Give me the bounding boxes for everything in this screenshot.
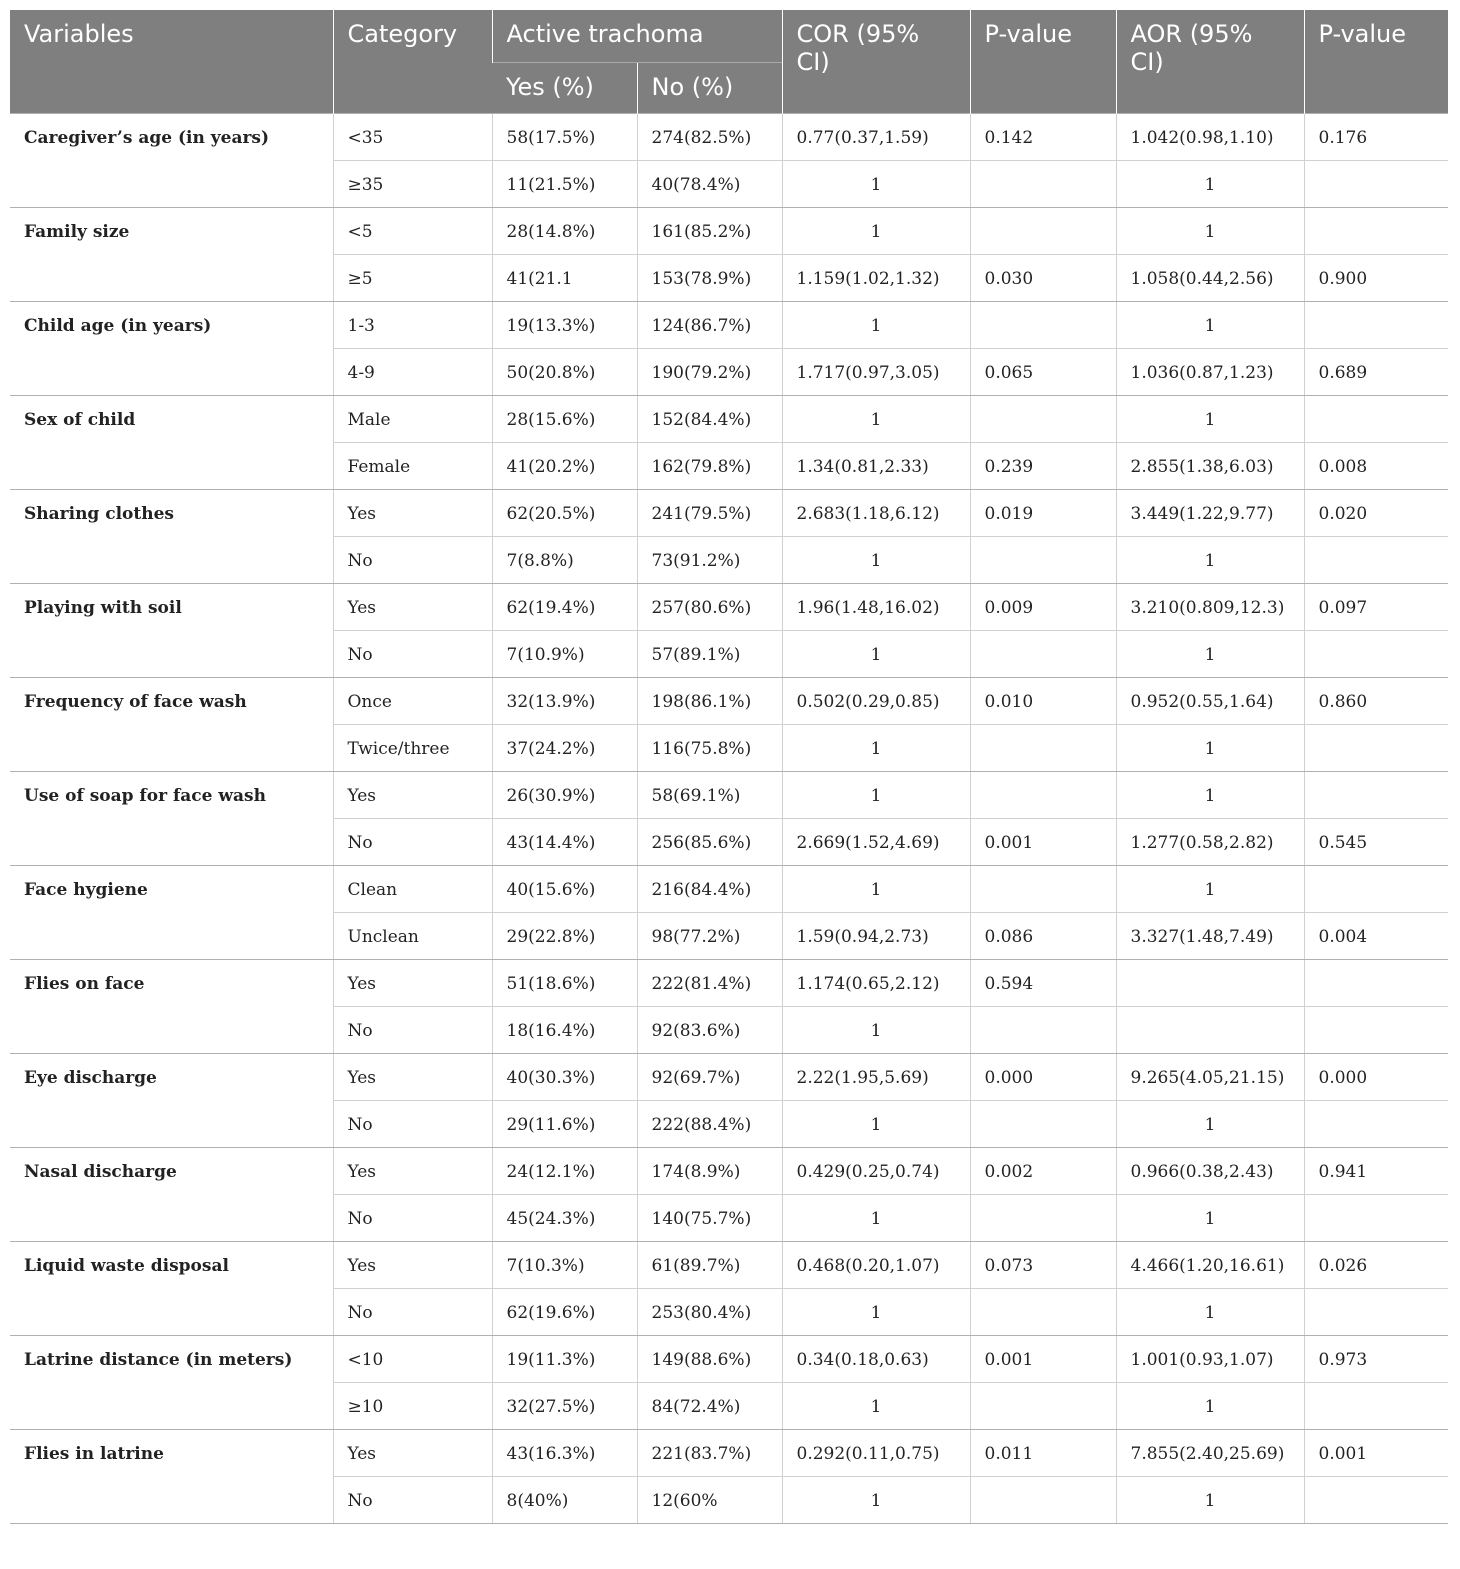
table-row <box>10 913 1448 960</box>
cell-p-value-cor: 0.000 <box>970 1054 1116 1101</box>
cell-p-value-aor: 0.545 <box>1304 819 1448 866</box>
cell-p-value-cor <box>970 161 1116 208</box>
cell-no: 274(82.5%) <box>637 114 782 161</box>
cell-no: 149(88.6%) <box>637 1336 782 1383</box>
cell-p-value-cor: 0.142 <box>970 114 1116 161</box>
cell-category: No <box>333 1195 492 1242</box>
cell-no: 92(69.7%) <box>637 1054 782 1101</box>
cell-no: 153(78.9%) <box>637 255 782 302</box>
table-row <box>10 584 1448 631</box>
table-row <box>10 1289 1448 1336</box>
table-row <box>10 161 1448 208</box>
cell-no: 152(84.4%) <box>637 396 782 443</box>
cell-variable: Face hygiene <box>24 880 148 900</box>
cell-p-value-cor: 0.010 <box>970 678 1116 725</box>
cell-category: <10 <box>333 1336 492 1383</box>
table-row <box>10 960 1448 1007</box>
cell-category: <5 <box>333 208 492 255</box>
header-aor: AOR (95% CI) <box>1116 10 1304 114</box>
cell-p-value-cor: 0.001 <box>970 1336 1116 1383</box>
cell-no: 40(78.4%) <box>637 161 782 208</box>
cell-p-value-aor <box>1304 725 1448 772</box>
cell-yes: 19(11.3%) <box>492 1336 637 1383</box>
cell-yes: 58(17.5%) <box>492 114 637 161</box>
cell-p-value-cor <box>970 866 1116 913</box>
cell-category: No <box>333 537 492 584</box>
cell-variable: Flies on face <box>24 974 145 994</box>
cell-aor: 3.327(1.48,7.49) <box>1116 913 1304 960</box>
cell-no: 116(75.8%) <box>637 725 782 772</box>
cell-no: 216(84.4%) <box>637 866 782 913</box>
cell-p-value-aor <box>1304 1477 1448 1524</box>
cell-yes: 18(16.4%) <box>492 1007 637 1054</box>
cell-yes: 40(30.3%) <box>492 1054 637 1101</box>
cell-p-value-aor <box>1304 537 1448 584</box>
cell-category: Yes <box>333 1242 492 1289</box>
results-table-container <box>10 10 1448 1524</box>
cell-p-value-cor <box>970 1477 1116 1524</box>
table-row <box>10 1383 1448 1430</box>
cell-p-value-cor <box>970 302 1116 349</box>
cell-variable <box>10 255 333 302</box>
table-row <box>10 1477 1448 1524</box>
cell-yes: 19(13.3%) <box>492 302 637 349</box>
cell-cor: 1 <box>782 1195 970 1242</box>
cell-variable: Caregiver’s age (in years) <box>10 114 333 161</box>
cell-category: Yes <box>333 584 492 631</box>
cell-aor: 4.466(1.20,16.61) <box>1116 1242 1304 1289</box>
cell-p-value-aor <box>1304 772 1448 819</box>
table-row <box>10 866 1448 913</box>
cell-aor <box>1116 1007 1304 1054</box>
cell-category: Yes <box>333 1430 492 1477</box>
table-row <box>10 396 1448 443</box>
cell-yes: 28(14.8%) <box>492 208 637 255</box>
cell-category: <35 <box>333 114 492 161</box>
cell-category: No <box>333 1007 492 1054</box>
cell-aor: 2.855(1.38,6.03) <box>1116 443 1304 490</box>
cell-cor: 0.34(0.18,0.63) <box>782 1336 970 1383</box>
cell-p-value-cor: 0.073 <box>970 1242 1116 1289</box>
cell-cor: 1 <box>782 631 970 678</box>
table-row <box>10 725 1448 772</box>
cell-yes: 11(21.5%) <box>492 161 637 208</box>
cell-cor: 0.77(0.37,1.59) <box>782 114 970 161</box>
cell-variable <box>10 1007 333 1054</box>
cell-p-value-aor: 0.860 <box>1304 678 1448 725</box>
table-row <box>10 1336 1448 1383</box>
cell-category: Unclean <box>333 913 492 960</box>
cell-category: Yes <box>333 490 492 537</box>
cell-p-value-cor <box>970 396 1116 443</box>
cell-p-value-cor <box>970 1195 1116 1242</box>
cell-variable <box>10 631 333 678</box>
cell-p-value-cor: 0.001 <box>970 819 1116 866</box>
table-row <box>10 302 1448 349</box>
cell-variable: Frequency of face wash <box>24 692 247 712</box>
cell-cor: 1.174(0.65,2.12) <box>782 960 970 1007</box>
cell-aor: 1 <box>1116 208 1304 255</box>
cell-aor: 3.210(0.809,12.3) <box>1116 584 1304 631</box>
cell-no: 253(80.4%) <box>637 1289 782 1336</box>
table-row <box>10 1148 1448 1195</box>
cell-cor: 2.22(1.95,5.69) <box>782 1054 970 1101</box>
cell-variable <box>10 913 333 960</box>
table-row <box>10 208 1448 255</box>
cell-p-value-cor: 0.002 <box>970 1148 1116 1195</box>
cell-p-value-aor <box>1304 396 1448 443</box>
header-yes: Yes (%) <box>492 63 637 114</box>
header-p-value-cor: P-value <box>970 10 1116 114</box>
cell-aor: 1 <box>1116 1289 1304 1336</box>
cell-yes: 45(24.3%) <box>492 1195 637 1242</box>
cell-category: Yes <box>333 1054 492 1101</box>
cell-aor: 1.042(0.98,1.10) <box>1116 114 1304 161</box>
cell-yes: 41(21.1 <box>492 255 637 302</box>
table-row <box>10 114 1448 161</box>
cell-variable: Latrine distance (in meters) <box>24 1350 293 1370</box>
cell-aor: 1 <box>1116 631 1304 678</box>
cell-no: 73(91.2%) <box>637 537 782 584</box>
cell-variable <box>10 537 333 584</box>
cell-no: 222(88.4%) <box>637 1101 782 1148</box>
cell-yes: 24(12.1%) <box>492 1148 637 1195</box>
cell-yes: 50(20.8%) <box>492 349 637 396</box>
cell-p-value-aor <box>1304 1195 1448 1242</box>
cell-p-value-aor <box>1304 866 1448 913</box>
cell-variable <box>10 161 333 208</box>
cell-no: 98(77.2%) <box>637 913 782 960</box>
cell-cor: 0.468(0.20,1.07) <box>782 1242 970 1289</box>
cell-no: 84(72.4%) <box>637 1383 782 1430</box>
cell-p-value-aor: 0.026 <box>1304 1242 1448 1289</box>
cell-category: ≥35 <box>333 161 492 208</box>
header-p-value-aor: P-value <box>1304 10 1448 114</box>
cell-aor: 7.855(2.40,25.69) <box>1116 1430 1304 1477</box>
cell-p-value-aor <box>1304 1383 1448 1430</box>
cell-category: No <box>333 1289 492 1336</box>
cell-p-value-aor: 0.000 <box>1304 1054 1448 1101</box>
cell-variable: Eye discharge <box>24 1068 157 1088</box>
cell-p-value-aor: 0.941 <box>1304 1148 1448 1195</box>
cell-variable <box>10 443 333 490</box>
cell-aor: 1 <box>1116 396 1304 443</box>
table-row <box>10 255 1448 302</box>
cell-aor: 1.058(0.44,2.56) <box>1116 255 1304 302</box>
cell-p-value-aor: 0.008 <box>1304 443 1448 490</box>
cell-cor: 1 <box>782 208 970 255</box>
cell-yes: 51(18.6%) <box>492 960 637 1007</box>
table-body <box>10 114 1448 1524</box>
cell-aor: 1 <box>1116 1477 1304 1524</box>
cell-cor: 1.96(1.48,16.02) <box>782 584 970 631</box>
cell-category: ≥5 <box>333 255 492 302</box>
cell-p-value-aor: 0.900 <box>1304 255 1448 302</box>
cell-no: 58(69.1%) <box>637 772 782 819</box>
cell-variable <box>10 819 333 866</box>
cell-aor: 1 <box>1116 302 1304 349</box>
cell-cor: 0.502(0.29,0.85) <box>782 678 970 725</box>
cell-aor: 1 <box>1116 1101 1304 1148</box>
header-variables: Variables <box>10 10 333 114</box>
cell-p-value-aor: 0.973 <box>1304 1336 1448 1383</box>
cell-yes: 62(20.5%) <box>492 490 637 537</box>
cell-variable: Playing with soil <box>24 598 182 618</box>
cell-category: No <box>333 1477 492 1524</box>
cell-yes: 29(22.8%) <box>492 913 637 960</box>
cell-aor: 1 <box>1116 161 1304 208</box>
cell-cor: 1 <box>782 161 970 208</box>
cell-p-value-aor <box>1304 1007 1448 1054</box>
cell-aor: 3.449(1.22,9.77) <box>1116 490 1304 537</box>
cell-p-value-cor: 0.086 <box>970 913 1116 960</box>
cell-aor: 1 <box>1116 866 1304 913</box>
cell-cor: 1 <box>782 302 970 349</box>
table-row <box>10 1101 1448 1148</box>
table-row <box>10 349 1448 396</box>
cell-p-value-cor <box>970 772 1116 819</box>
cell-aor: 1 <box>1116 725 1304 772</box>
cell-p-value-cor: 0.011 <box>970 1430 1116 1477</box>
cell-category: Clean <box>333 866 492 913</box>
cell-category: Yes <box>333 960 492 1007</box>
cell-variable: Liquid waste disposal <box>24 1256 229 1276</box>
cell-p-value-aor: 0.176 <box>1304 114 1448 161</box>
cell-yes: 37(24.2%) <box>492 725 637 772</box>
cell-variable: Sharing clothes <box>24 504 174 524</box>
cell-yes: 8(40%) <box>492 1477 637 1524</box>
cell-yes: 40(15.6%) <box>492 866 637 913</box>
cell-aor: 1 <box>1116 537 1304 584</box>
cell-yes: 62(19.6%) <box>492 1289 637 1336</box>
table-row <box>10 537 1448 584</box>
cell-p-value-aor <box>1304 161 1448 208</box>
header-active-trachoma: Active trachoma <box>492 10 782 63</box>
cell-aor: 1 <box>1116 1383 1304 1430</box>
cell-cor: 1 <box>782 772 970 819</box>
cell-p-value-cor: 0.019 <box>970 490 1116 537</box>
cell-p-value-cor: 0.009 <box>970 584 1116 631</box>
cell-cor: 1.717(0.97,3.05) <box>782 349 970 396</box>
cell-p-value-aor <box>1304 631 1448 678</box>
cell-p-value-cor <box>970 725 1116 772</box>
cell-p-value-cor: 0.065 <box>970 349 1116 396</box>
table-row <box>10 443 1448 490</box>
cell-p-value-cor: 0.030 <box>970 255 1116 302</box>
header-category: Category <box>333 10 492 114</box>
cell-cor: 1 <box>782 725 970 772</box>
cell-cor: 2.669(1.52,4.69) <box>782 819 970 866</box>
cell-category: Yes <box>333 1148 492 1195</box>
cell-no: 222(81.4%) <box>637 960 782 1007</box>
cell-cor: 1.159(1.02,1.32) <box>782 255 970 302</box>
cell-cor: 1.34(0.81,2.33) <box>782 443 970 490</box>
cell-no: 190(79.2%) <box>637 349 782 396</box>
cell-variable <box>10 1195 333 1242</box>
cell-p-value-cor <box>970 1383 1116 1430</box>
cell-yes: 32(13.9%) <box>492 678 637 725</box>
cell-yes: 32(27.5%) <box>492 1383 637 1430</box>
cell-yes: 26(30.9%) <box>492 772 637 819</box>
cell-aor: 1 <box>1116 1195 1304 1242</box>
header-cor: COR (95% CI) <box>782 10 970 114</box>
cell-p-value-aor: 0.097 <box>1304 584 1448 631</box>
cell-p-value-cor <box>970 208 1116 255</box>
cell-cor: 1 <box>782 537 970 584</box>
cell-yes: 43(14.4%) <box>492 819 637 866</box>
cell-aor: 1.036(0.87,1.23) <box>1116 349 1304 396</box>
cell-p-value-cor <box>970 537 1116 584</box>
cell-p-value-aor <box>1304 302 1448 349</box>
cell-variable <box>10 1383 333 1430</box>
cell-yes: 7(10.3%) <box>492 1242 637 1289</box>
table-row <box>10 1242 1448 1289</box>
cell-no: 12(60% <box>637 1477 782 1524</box>
cell-yes: 41(20.2%) <box>492 443 637 490</box>
cell-no: 256(85.6%) <box>637 819 782 866</box>
cell-yes: 62(19.4%) <box>492 584 637 631</box>
cell-p-value-cor <box>970 1007 1116 1054</box>
cell-variable <box>10 1101 333 1148</box>
cell-category: ≥10 <box>333 1383 492 1430</box>
cell-category: No <box>333 1101 492 1148</box>
table-row <box>10 490 1448 537</box>
cell-no: 140(75.7%) <box>637 1195 782 1242</box>
cell-cor: 0.292(0.11,0.75) <box>782 1430 970 1477</box>
cell-yes: 7(10.9%) <box>492 631 637 678</box>
cell-p-value-aor: 0.689 <box>1304 349 1448 396</box>
cell-p-value-aor: 0.001 <box>1304 1430 1448 1477</box>
cell-p-value-aor <box>1304 208 1448 255</box>
cell-category: No <box>333 819 492 866</box>
cell-aor: 1.001(0.93,1.07) <box>1116 1336 1304 1383</box>
table-row <box>10 1195 1448 1242</box>
cell-p-value-cor <box>970 1101 1116 1148</box>
cell-aor: 1 <box>1116 772 1304 819</box>
table-row <box>10 819 1448 866</box>
cell-aor: 1.277(0.58,2.82) <box>1116 819 1304 866</box>
cell-category: Once <box>333 678 492 725</box>
cell-yes: 29(11.6%) <box>492 1101 637 1148</box>
cell-variable: Sex of child <box>24 410 136 430</box>
cell-variable: Child age (in years) <box>24 316 212 336</box>
table-row <box>10 772 1448 819</box>
cell-category: Female <box>333 443 492 490</box>
cell-cor: 1 <box>782 1007 970 1054</box>
cell-yes: 43(16.3%) <box>492 1430 637 1477</box>
cell-category: 1-3 <box>333 302 492 349</box>
cell-no: 162(79.8%) <box>637 443 782 490</box>
cell-no: 241(79.5%) <box>637 490 782 537</box>
cell-p-value-cor <box>970 631 1116 678</box>
cell-category: No <box>333 631 492 678</box>
cell-variable <box>10 349 333 396</box>
cell-aor: 0.966(0.38,2.43) <box>1116 1148 1304 1195</box>
cell-category: 4-9 <box>333 349 492 396</box>
cell-variable: Family size <box>24 222 130 242</box>
header-no: No (%) <box>637 63 782 114</box>
cell-cor: 1 <box>782 1101 970 1148</box>
cell-p-value-aor: 0.020 <box>1304 490 1448 537</box>
cell-cor: 2.683(1.18,6.12) <box>782 490 970 537</box>
cell-yes: 7(8.8%) <box>492 537 637 584</box>
cell-cor: 0.429(0.25,0.74) <box>782 1148 970 1195</box>
logistic-regression-table <box>10 10 1448 1524</box>
cell-p-value-aor: 0.004 <box>1304 913 1448 960</box>
cell-cor: 1 <box>782 1289 970 1336</box>
cell-no: 198(86.1%) <box>637 678 782 725</box>
cell-no: 124(86.7%) <box>637 302 782 349</box>
cell-variable: Nasal discharge <box>24 1162 177 1182</box>
cell-no: 92(83.6%) <box>637 1007 782 1054</box>
table-row <box>10 1430 1448 1477</box>
cell-variable: Use of soap for face wash <box>24 786 266 806</box>
table-row <box>10 678 1448 725</box>
cell-p-value-aor <box>1304 1101 1448 1148</box>
cell-category: Yes <box>333 772 492 819</box>
table-header <box>10 10 1448 114</box>
cell-no: 174(8.9%) <box>637 1148 782 1195</box>
cell-variable: Flies in latrine <box>24 1444 164 1464</box>
cell-cor: 1 <box>782 396 970 443</box>
cell-p-value-cor: 0.239 <box>970 443 1116 490</box>
cell-aor: 9.265(4.05,21.15) <box>1116 1054 1304 1101</box>
cell-aor: 0.952(0.55,1.64) <box>1116 678 1304 725</box>
cell-p-value-cor <box>970 1289 1116 1336</box>
cell-no: 221(83.7%) <box>637 1430 782 1477</box>
cell-cor: 1.59(0.94,2.73) <box>782 913 970 960</box>
cell-no: 57(89.1%) <box>637 631 782 678</box>
cell-cor: 1 <box>782 866 970 913</box>
table-row <box>10 1054 1448 1101</box>
cell-category: Twice/three <box>333 725 492 772</box>
cell-p-value-aor <box>1304 1289 1448 1336</box>
cell-variable <box>10 1477 333 1524</box>
cell-no: 61(89.7%) <box>637 1242 782 1289</box>
cell-aor <box>1116 960 1304 1007</box>
cell-cor: 1 <box>782 1383 970 1430</box>
table-row <box>10 631 1448 678</box>
cell-variable <box>10 725 333 772</box>
cell-yes: 28(15.6%) <box>492 396 637 443</box>
cell-category: Male <box>333 396 492 443</box>
table-row <box>10 1007 1448 1054</box>
cell-no: 257(80.6%) <box>637 584 782 631</box>
cell-p-value-aor <box>1304 960 1448 1007</box>
cell-no: 161(85.2%) <box>637 208 782 255</box>
cell-variable <box>10 1289 333 1336</box>
cell-p-value-cor: 0.594 <box>970 960 1116 1007</box>
cell-cor: 1 <box>782 1477 970 1524</box>
